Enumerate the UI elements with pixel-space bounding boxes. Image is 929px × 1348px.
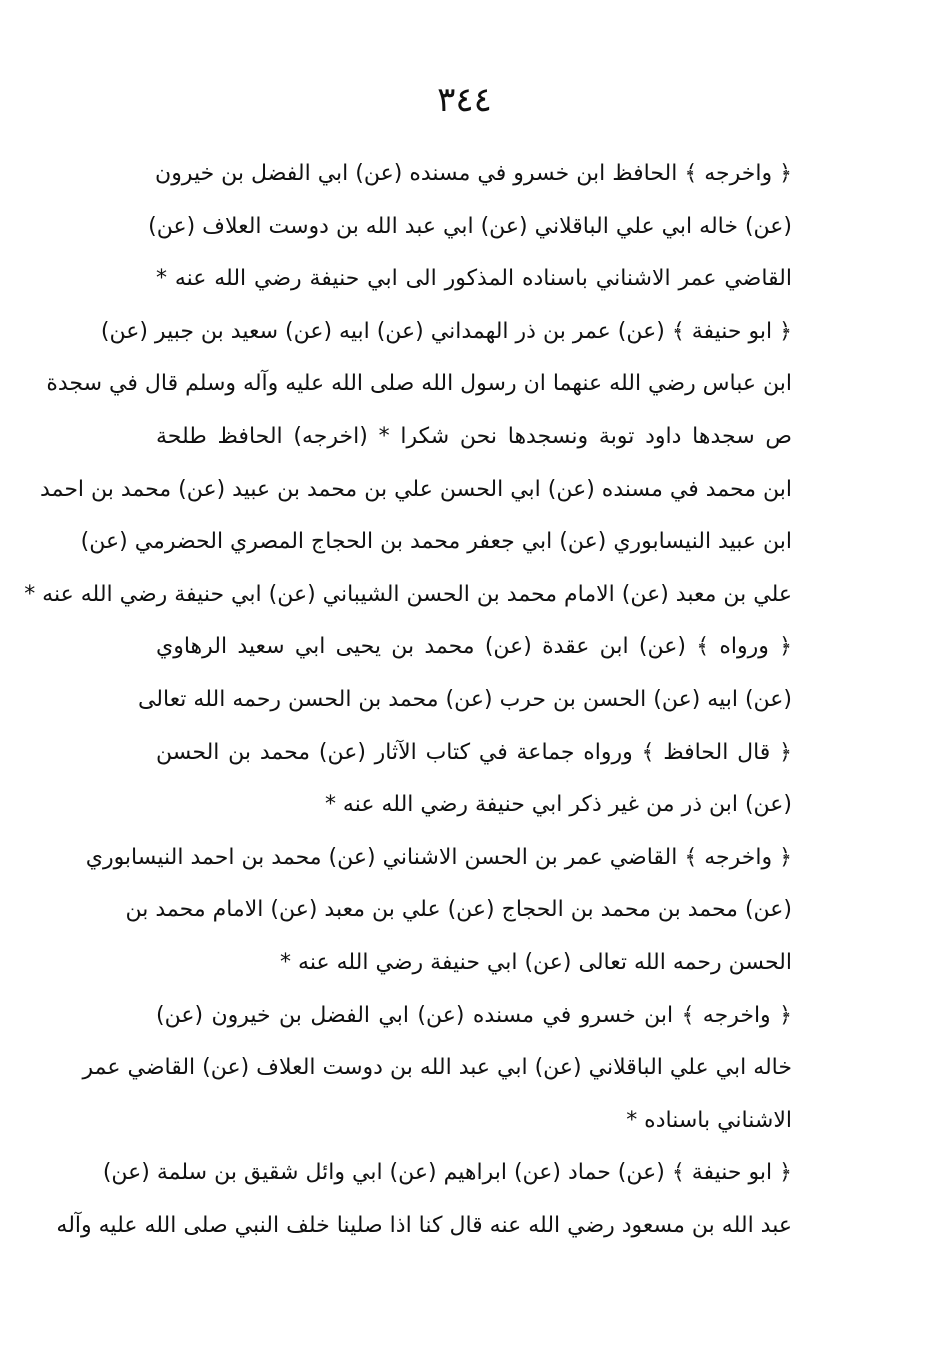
text-line-14: ﴿ واخرجه ﴾ القاضي عمر بن الحسن الاشناني (عن) محمد بن احمد النيسابوري	[85, 844, 792, 870]
text-line-8: ابن عبيد النيسابوري (عن) ابي جعفر محمد بن الحجاج المصري الحضرمي (عن)	[80, 529, 792, 555]
text-line-6: ص سجدها داود توبة ونسجدها نحن شكرا * (اخرجه) الحافظ طلحة	[156, 423, 792, 449]
text-line-13: (عن) ابن ذر من غير ذكر ابي حنيفة رضي الله عنه *	[324, 792, 792, 818]
text-line-9: علي بن معبد (عن) الامام محمد بن الحسن الشيباني (عن) ابي حنيفة رضي الله عنه *	[24, 581, 792, 607]
text-line-3: القاضي عمر الاشناني باسناده المذكور الى ابي حنيفة رضي الله عنه *	[156, 266, 792, 292]
text-line-10: ﴿ ورواه ﴾ (عن) ابن عقدة (عن) محمد بن يحيى ابي سعيد الرهاوي	[156, 634, 792, 660]
text-line-2: (عن) خاله ابي علي الباقلاني (عن) ابي عبد الله بن دوست العلاف (عن)	[148, 213, 792, 239]
text-line-7: ابن محمد في مسنده (عن) ابي الحسن علي بن محمد بن عبيد (عن) محمد بن احمد	[40, 476, 792, 502]
text-line-15: (عن) محمد بن محمد بن الحجاج (عن) علي بن معبد (عن) الامام محمد بن	[125, 897, 792, 923]
text-line-12: ﴿ قال الحافظ ﴾ ورواه جماعة في كتاب الآثار (عن) محمد بن الحسن	[156, 739, 792, 765]
text-line-20: ﴿ ابو حنيفة ﴾ (عن) حماد (عن) ابراهيم (عن) ابي وائل شقيق بن سلمة (عن)	[102, 1160, 792, 1186]
text-line-4: ﴿ ابو حنيفة ﴾ (عن) عمر بن ذر الهمداني (عن) ابيه (عن) سعيد بن جبير (عن)	[100, 318, 792, 344]
text-line-18: خاله ابي علي الباقلاني (عن) ابي عبد الله بن دوست العلاف (عن) القاضي عمر	[82, 1055, 792, 1081]
text-line-1: ﴿ واخرجه ﴾ الحافظ ابن خسرو في مسنده (عن) ابي الفضل بن خيرون	[155, 161, 792, 186]
text-line-21: عبد الله بن مسعود رضي الله عنه قال كنا اذا صلينا خلف النبي صلى الله عليه وآله	[56, 1212, 792, 1238]
text-line-19: الاشناني باسناده *	[626, 1107, 792, 1133]
text-line-17: ﴿ واخرجه ﴾ ابن خسرو في مسنده (عن) ابي الفضل بن خيرون (عن)	[156, 1002, 792, 1028]
text-line-11: (عن) ابيه (عن) الحسن بن حرب (عن) محمد بن الحسن رحمه الله تعالى	[137, 686, 792, 712]
text-line-16: الحسن رحمه الله تعالى (عن) ابي حنيفة رضي الله عنه *	[280, 949, 792, 975]
text-line-5: ابن عباس رضي الله عنهما ان رسول الله صلى الله عليه وآله وسلم قال في سجدة	[46, 371, 792, 397]
page-number: ٣٤٤	[437, 80, 492, 120]
page-body-text	[24, 148, 792, 1252]
